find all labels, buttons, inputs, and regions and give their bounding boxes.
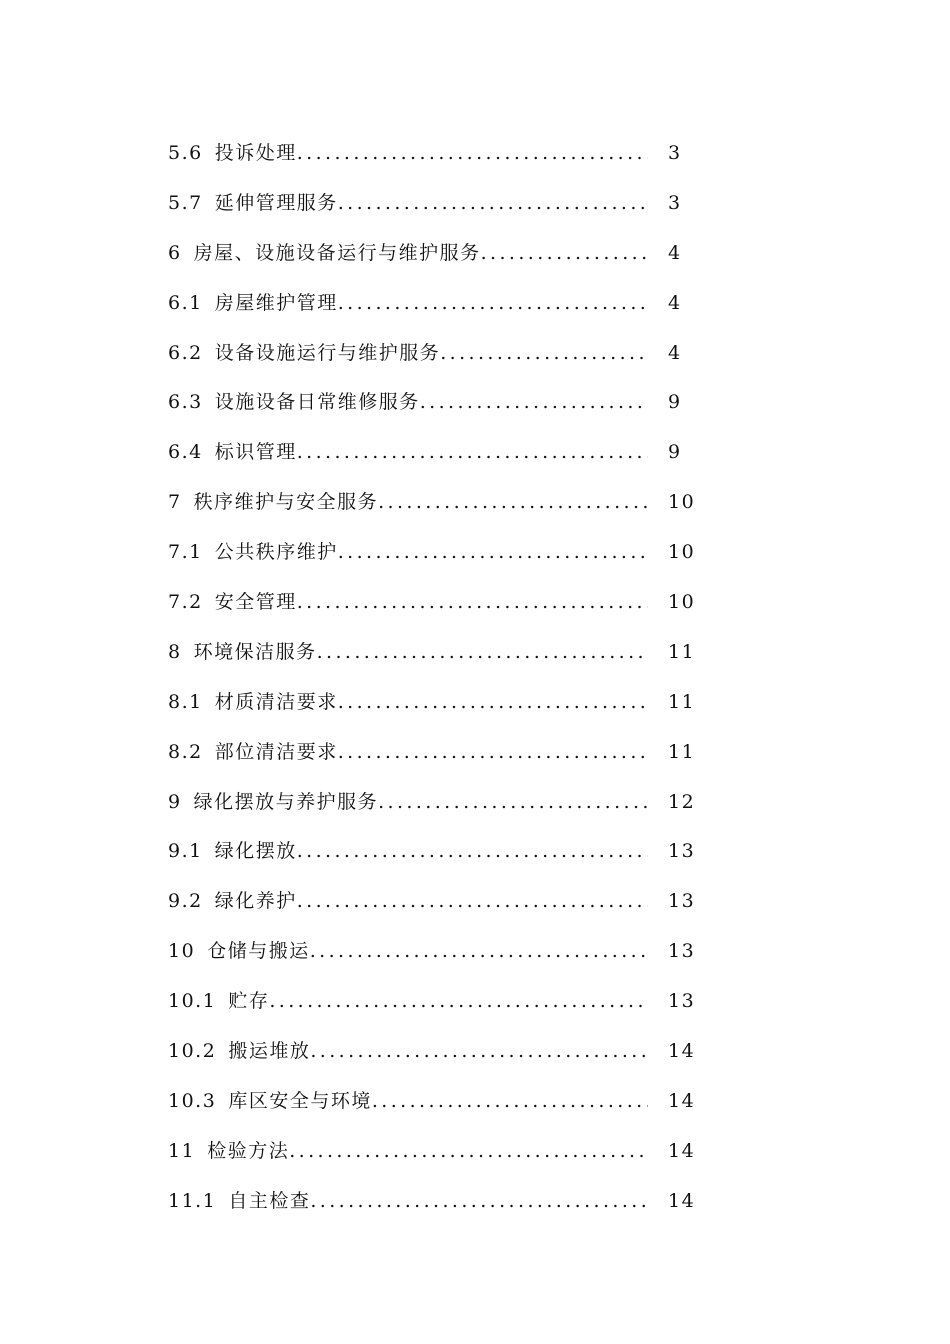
toc-entry[interactable] bbox=[168, 537, 708, 587]
toc-entry-number: 5.7 bbox=[168, 191, 203, 214]
toc-entry-page: 13 bbox=[668, 890, 696, 913]
toc-entry-title: 延伸管理服务 bbox=[214, 191, 338, 214]
toc-entry-number: 5.6 bbox=[168, 142, 203, 164]
dot-leader bbox=[378, 791, 648, 813]
table-of-contents bbox=[168, 138, 708, 1236]
toc-entry-number: 6.1 bbox=[168, 291, 203, 314]
toc-entry-title: 材质清洁要求 bbox=[214, 690, 338, 713]
toc-entry-page: 9 bbox=[668, 391, 682, 414]
toc-entry[interactable] bbox=[168, 836, 708, 886]
toc-entry-number: 7 bbox=[168, 491, 182, 514]
toc-entry-page: 9 bbox=[668, 441, 682, 464]
toc-entry[interactable] bbox=[168, 1086, 708, 1136]
toc-entry[interactable] bbox=[168, 188, 708, 238]
toc-entry-number: 10 bbox=[168, 940, 196, 963]
toc-entry-page: 13 bbox=[668, 940, 696, 963]
toc-entry-number: 9 bbox=[168, 790, 182, 813]
toc-entry-title: 环境保洁服务 bbox=[193, 640, 317, 663]
toc-entry[interactable] bbox=[168, 587, 708, 637]
toc-entry-page: 11 bbox=[668, 640, 696, 663]
toc-entry-number: 6.2 bbox=[168, 341, 203, 364]
toc-entry[interactable] bbox=[168, 437, 708, 487]
toc-entry-page: 10 bbox=[668, 491, 696, 514]
toc-entry-page: 4 bbox=[668, 291, 682, 314]
dot-leader bbox=[440, 342, 648, 364]
toc-entry-number: 7.1 bbox=[168, 541, 203, 564]
toc-entry-title: 库区安全与环境 bbox=[228, 1089, 372, 1112]
toc-entry-page: 12 bbox=[668, 790, 696, 813]
dot-leader bbox=[289, 1140, 648, 1162]
toc-entry-page: 10 bbox=[668, 591, 696, 614]
dot-leader bbox=[310, 1190, 648, 1212]
toc-entry-number: 6 bbox=[168, 241, 182, 264]
toc-entry-title: 搬运堆放 bbox=[228, 1040, 311, 1063]
dot-leader bbox=[310, 940, 648, 962]
toc-entry-page: 4 bbox=[668, 241, 682, 264]
toc-entry-number: 7.2 bbox=[168, 591, 203, 614]
toc-entry-page: 4 bbox=[668, 341, 682, 364]
toc-entry-page: 11 bbox=[668, 690, 696, 713]
dot-leader bbox=[372, 1090, 648, 1112]
toc-entry-page: 14 bbox=[668, 1089, 696, 1112]
toc-entry-page: 14 bbox=[668, 1139, 696, 1162]
toc-entry-title: 绿化摆放与养护服务 bbox=[193, 790, 379, 813]
dot-leader bbox=[297, 840, 648, 862]
toc-entry-title: 部位清洁要求 bbox=[214, 740, 338, 763]
dot-leader bbox=[338, 541, 648, 563]
toc-entry-number: 10.2 bbox=[168, 1040, 217, 1063]
toc-entry-number: 6.4 bbox=[168, 441, 203, 464]
toc-entry[interactable] bbox=[168, 288, 708, 338]
toc-entry-number: 10.1 bbox=[168, 990, 217, 1013]
toc-entry-title: 自主检查 bbox=[228, 1189, 311, 1212]
toc-entry-title: 房屋、设施设备运行与维护服务 bbox=[193, 241, 481, 264]
toc-entry-page: 14 bbox=[668, 1189, 696, 1212]
dot-leader bbox=[297, 890, 648, 912]
toc-entry-number: 11 bbox=[168, 1139, 196, 1162]
toc-entry-title: 检验方法 bbox=[207, 1139, 290, 1162]
toc-entry[interactable] bbox=[168, 986, 708, 1036]
toc-entry[interactable] bbox=[168, 787, 708, 837]
toc-entry[interactable] bbox=[168, 387, 708, 437]
toc-entry-title: 仓储与搬运 bbox=[207, 940, 310, 963]
dot-leader bbox=[297, 441, 648, 463]
toc-entry-title: 设施设备日常维修服务 bbox=[214, 391, 420, 414]
toc-entry-number: 8.2 bbox=[168, 740, 203, 763]
toc-entry-title: 贮存 bbox=[228, 990, 270, 1013]
dot-leader bbox=[269, 990, 648, 1012]
toc-entry-number: 9.2 bbox=[168, 890, 203, 913]
dot-leader bbox=[338, 741, 648, 763]
toc-entry[interactable] bbox=[168, 737, 708, 787]
toc-entry-number: 6.3 bbox=[168, 391, 203, 414]
dot-leader bbox=[310, 1040, 648, 1062]
toc-entry-number: 8 bbox=[168, 640, 182, 663]
toc-entry-title: 房屋维护管理 bbox=[214, 291, 338, 314]
toc-entry-title: 安全管理 bbox=[214, 591, 297, 614]
toc-entry[interactable] bbox=[168, 886, 708, 936]
toc-entry[interactable] bbox=[168, 687, 708, 737]
toc-entry-page: 13 bbox=[668, 990, 696, 1013]
dot-leader bbox=[378, 491, 648, 513]
toc-entry[interactable] bbox=[168, 138, 708, 188]
toc-entry-number: 10.3 bbox=[168, 1089, 217, 1112]
toc-entry-title: 公共秩序维护 bbox=[214, 541, 338, 564]
toc-entry[interactable] bbox=[168, 1136, 708, 1186]
toc-entry-title: 绿化摆放 bbox=[214, 840, 297, 863]
toc-entry-title: 秩序维护与安全服务 bbox=[193, 491, 379, 514]
dot-leader bbox=[338, 192, 648, 214]
toc-entry[interactable] bbox=[168, 936, 708, 986]
toc-entry-title: 投诉处理 bbox=[214, 142, 297, 164]
toc-entry-page: 3 bbox=[668, 191, 682, 214]
toc-entry-title: 绿化养护 bbox=[214, 890, 297, 913]
toc-entry-page: 11 bbox=[668, 740, 696, 763]
toc-entry-title: 标识管理 bbox=[214, 441, 297, 464]
toc-entry-title: 设备设施运行与维护服务 bbox=[214, 341, 441, 364]
toc-entry[interactable] bbox=[168, 1036, 708, 1086]
dot-leader bbox=[338, 691, 648, 713]
toc-entry[interactable] bbox=[168, 238, 708, 288]
dot-leader bbox=[420, 391, 648, 413]
toc-entry-number: 11.1 bbox=[168, 1189, 217, 1212]
toc-entry[interactable] bbox=[168, 338, 708, 388]
toc-entry-page: 3 bbox=[668, 142, 682, 164]
dot-leader bbox=[481, 242, 648, 264]
dot-leader bbox=[297, 142, 648, 164]
toc-entry-number: 8.1 bbox=[168, 690, 203, 713]
toc-entry[interactable] bbox=[168, 637, 708, 687]
toc-entry-page: 13 bbox=[668, 840, 696, 863]
toc-entry-number: 9.1 bbox=[168, 840, 203, 863]
toc-entry[interactable] bbox=[168, 1186, 708, 1236]
dot-leader bbox=[317, 641, 648, 663]
toc-entry-page: 10 bbox=[668, 541, 696, 564]
toc-entry-page: 14 bbox=[668, 1040, 696, 1063]
dot-leader bbox=[338, 292, 648, 314]
dot-leader bbox=[297, 591, 648, 613]
toc-entry[interactable] bbox=[168, 487, 708, 537]
